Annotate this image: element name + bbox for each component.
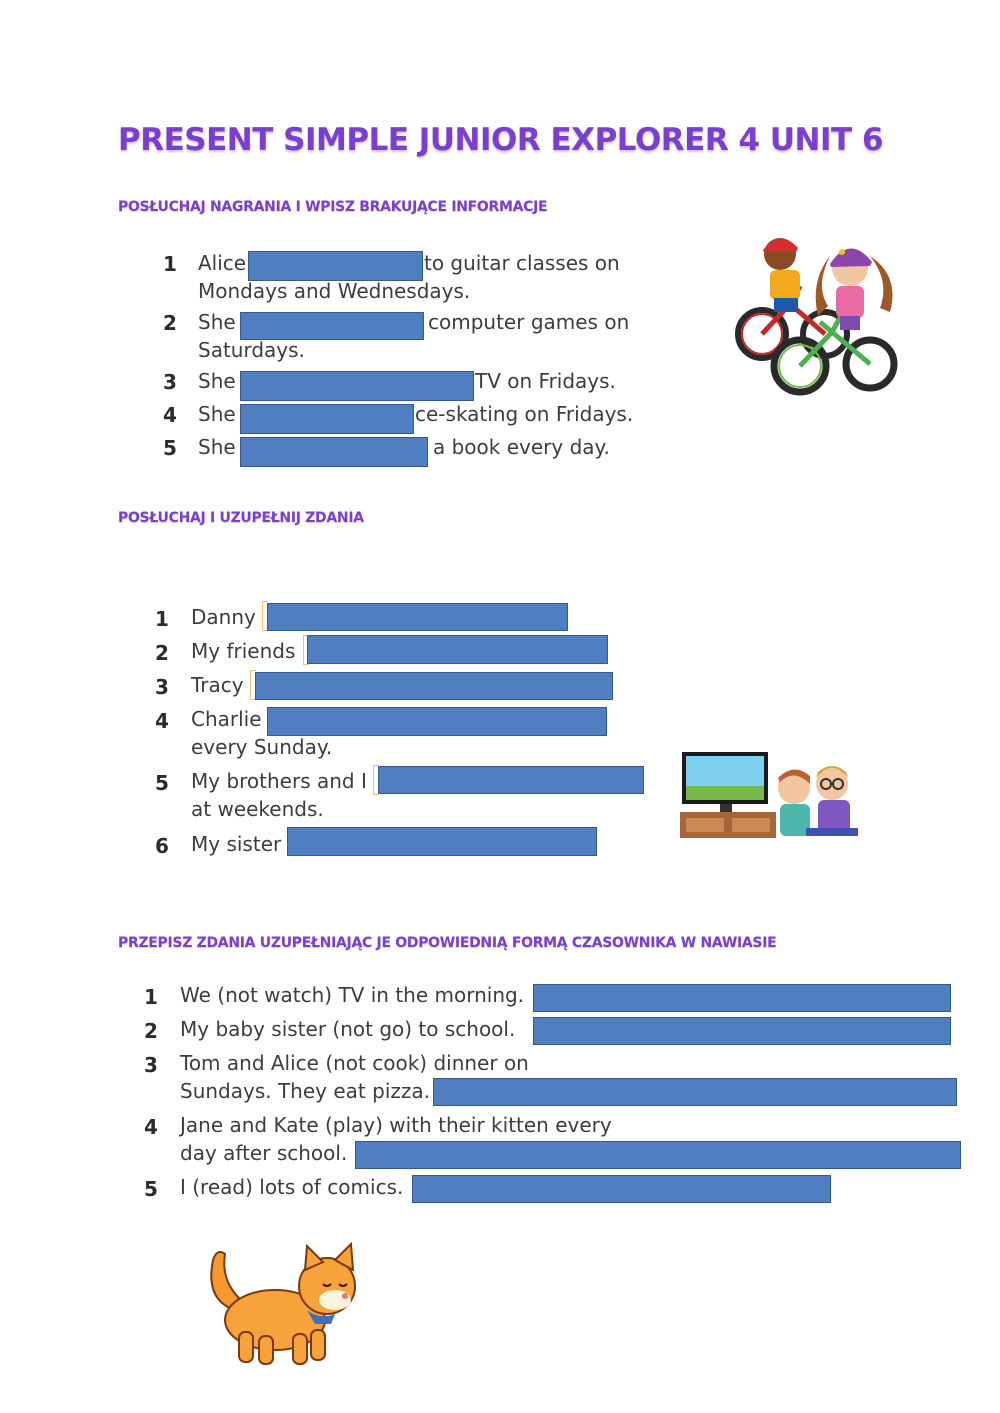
item-number: 4: [155, 709, 169, 733]
answer-field[interactable]: [433, 1078, 957, 1106]
item-text: My friends: [191, 639, 296, 663]
answer-field[interactable]: [240, 437, 428, 467]
item-number: 5: [163, 436, 177, 460]
item-text: TV on Fridays.: [475, 369, 616, 393]
item-number: 3: [163, 370, 177, 394]
item-text: Danny: [191, 605, 256, 629]
item-text: Tom and Alice (not cook) dinner on: [180, 1051, 529, 1075]
item-number: 3: [155, 675, 169, 699]
answer-field[interactable]: [307, 635, 608, 664]
item-text: Jane and Kate (play) with their kitten every: [180, 1113, 612, 1137]
item-number: 2: [144, 1019, 158, 1043]
kids-watching-tv-illustration: [676, 748, 866, 848]
answer-field[interactable]: [533, 984, 951, 1012]
item-number: 4: [144, 1115, 158, 1139]
item-text: Tracy: [191, 673, 244, 697]
item-text: a book every day.: [433, 435, 610, 459]
item-text: My sister: [191, 832, 282, 856]
item-text: My brothers and I: [191, 769, 367, 793]
item-text: I (read) lots of comics.: [180, 1175, 404, 1199]
item-text: Saturdays.: [198, 338, 305, 362]
item-number: 3: [144, 1053, 158, 1077]
item-text: She: [198, 435, 236, 459]
item-text: Charlie: [191, 707, 262, 731]
answer-field[interactable]: [255, 672, 613, 700]
item-text: day after school.: [180, 1141, 348, 1165]
page-title: PRESENT SIMPLE JUNIOR EXPLORER 4 UNIT 6: [118, 122, 884, 158]
item-number: 2: [163, 311, 177, 335]
answer-field[interactable]: [378, 766, 644, 794]
answer-field[interactable]: [240, 404, 414, 434]
answer-field[interactable]: [267, 603, 568, 631]
item-number: 1: [144, 985, 158, 1009]
item-text: She: [198, 310, 236, 334]
item-text: She: [198, 402, 236, 426]
item-text: We (not watch) TV in the morning.: [180, 983, 525, 1007]
item-text: My baby sister (not go) to school.: [180, 1017, 516, 1041]
answer-field[interactable]: [355, 1141, 961, 1169]
answer-field[interactable]: [412, 1175, 831, 1203]
section2-heading: POSŁUCHAJ I UZUPEŁNIJ ZDANIA: [118, 510, 364, 526]
item-number: 5: [155, 771, 169, 795]
answer-field[interactable]: [533, 1017, 951, 1045]
item-number: 2: [155, 641, 169, 665]
item-text: to guitar classes on: [424, 251, 620, 275]
item-text: She: [198, 369, 236, 393]
item-text: ce-skating on Fridays.: [415, 402, 634, 426]
item-text: Alice: [198, 251, 247, 275]
answer-field[interactable]: [240, 371, 474, 401]
item-number: 4: [163, 403, 177, 427]
item-text: at weekends.: [191, 797, 324, 821]
item-number: 1: [163, 252, 177, 276]
item-number: 6: [155, 834, 169, 858]
item-number: 1: [155, 607, 169, 631]
item-text: Sundays. They eat pizza.: [180, 1079, 430, 1103]
item-text: every Sunday.: [191, 735, 333, 759]
kids-on-bikes-illustration: [730, 226, 900, 401]
item-text: computer games on: [428, 310, 630, 334]
answer-field[interactable]: [267, 707, 607, 736]
answer-field[interactable]: [248, 251, 423, 281]
answer-field[interactable]: [287, 827, 597, 856]
item-number: 5: [144, 1177, 158, 1201]
answer-field[interactable]: [240, 312, 424, 340]
section3-heading: PRZEPISZ ZDANIA UZUPEŁNIAJĄC JE ODPOWIEDNIĄ FORMĄ CZASOWNIKA W NAWIASIE: [118, 935, 777, 951]
section1-heading: POSŁUCHAJ NAGRANIA I WPISZ BRAKUJĄCE INFORMACJE: [118, 199, 548, 215]
kitten-illustration: [195, 1240, 365, 1370]
item-text: Mondays and Wednesdays.: [198, 279, 471, 303]
